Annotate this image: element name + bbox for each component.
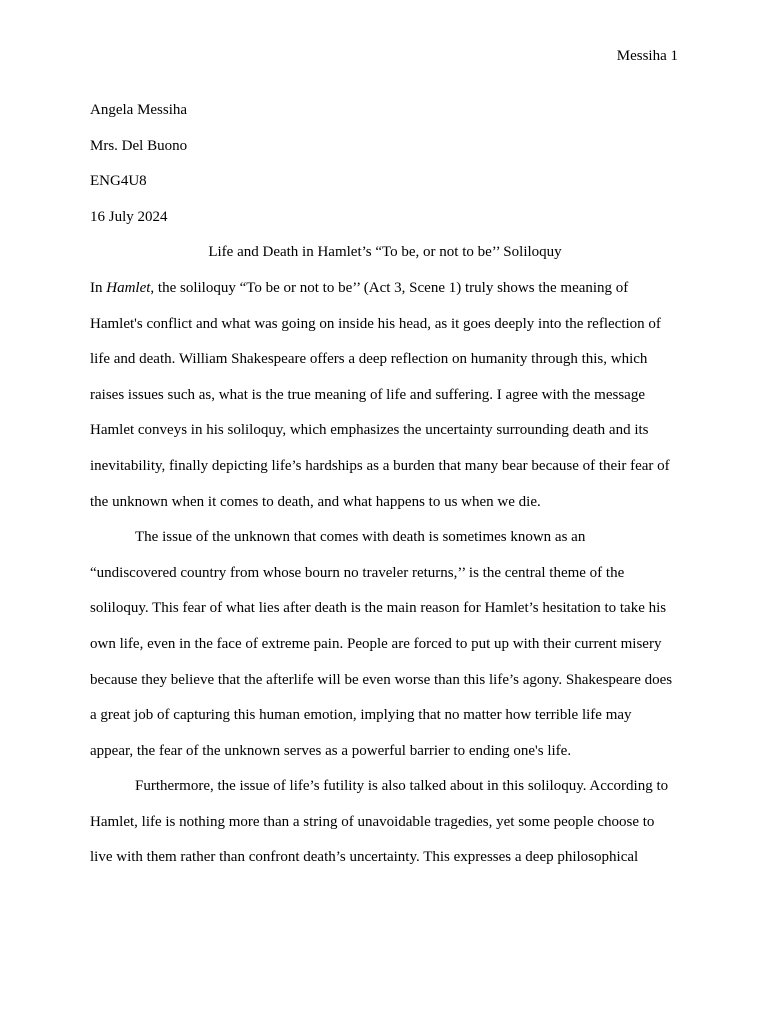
essay-date: 16 July 2024 [90, 208, 168, 225]
essay-title: Life and Death in Hamlet’s “To be, or not to be’’ Soliloquy [208, 244, 562, 261]
paragraph-1-line: Hamlet's conflict and what was going on inside his head, as it goes deeply into the reflection of [90, 315, 661, 332]
paragraph-1-first-rest: , the soliloquy “To be or not to be’’ (Act 3, Scene 1) truly shows the meaning of [150, 279, 629, 296]
course-code: ENG4U8 [90, 173, 147, 190]
paragraph-1-line: raises issues such as, what is the true meaning of life and suffering. I agree with the message [90, 386, 645, 403]
paragraph-1-line: life and death. William Shakespeare offers a deep reflection on humanity through this, which [90, 351, 648, 368]
teacher-name: Mrs. Del Buono [90, 137, 188, 154]
paragraph-3 [90, 769, 680, 876]
paragraph-2-line: a great job of capturing this human emotion, implying that no matter how terrible life may [90, 707, 632, 724]
paragraph-2-line: “undiscovered country from whose bourn no traveler returns,’’ is the central theme of the [90, 564, 625, 581]
author-name: Angela Messiha [90, 102, 188, 118]
paragraph-2 [90, 520, 680, 769]
paragraph-2-line: appear, the fear of the unknown serves as a powerful barrier to ending one's life. [90, 742, 572, 759]
paragraph-1-line: inevitability, finally depicting life’s hardships as a burden that many bear because of their fear of [90, 457, 670, 474]
paragraph-2-line: The issue of the unknown that comes with death is sometimes known as an [135, 529, 586, 546]
paragraph-1-line-1 [90, 271, 680, 307]
paragraph-1-line: Hamlet conveys in his soliloquy, which emphasizes the uncertainty surrounding death and its [90, 422, 649, 439]
paragraph-1-lead: In [90, 279, 107, 296]
paragraph-2-line: soliloquy. This fear of what lies after death is the main reason for Hamlet’s hesitation to take his [90, 600, 667, 617]
running-head: Messiha 1 [616, 48, 678, 64]
paragraph-3-line: Furthermore, the issue of life’s futility is also talked about in this soliloquy. According to [135, 778, 669, 795]
document-body [90, 93, 680, 876]
paragraph-2-line: own life, even in the face of extreme pain. People are forced to put up with their current misery [90, 635, 662, 652]
paragraph-3-line: Hamlet, life is nothing more than a string of unavoidable tragedies, yet some people choose to [90, 813, 655, 830]
paragraph-1-line: the unknown when it comes to death, and what happens to us when we die. [90, 493, 541, 510]
paragraph-2-line: because they believe that the afterlife will be even worse than this life’s agony. Shakespeare does [90, 671, 673, 688]
play-title-italic: Hamlet [106, 279, 151, 296]
paragraph-1 [90, 271, 680, 520]
paragraph-3-line: live with them rather than confront death’s uncertainty. This expresses a deep philosophical [90, 849, 639, 866]
